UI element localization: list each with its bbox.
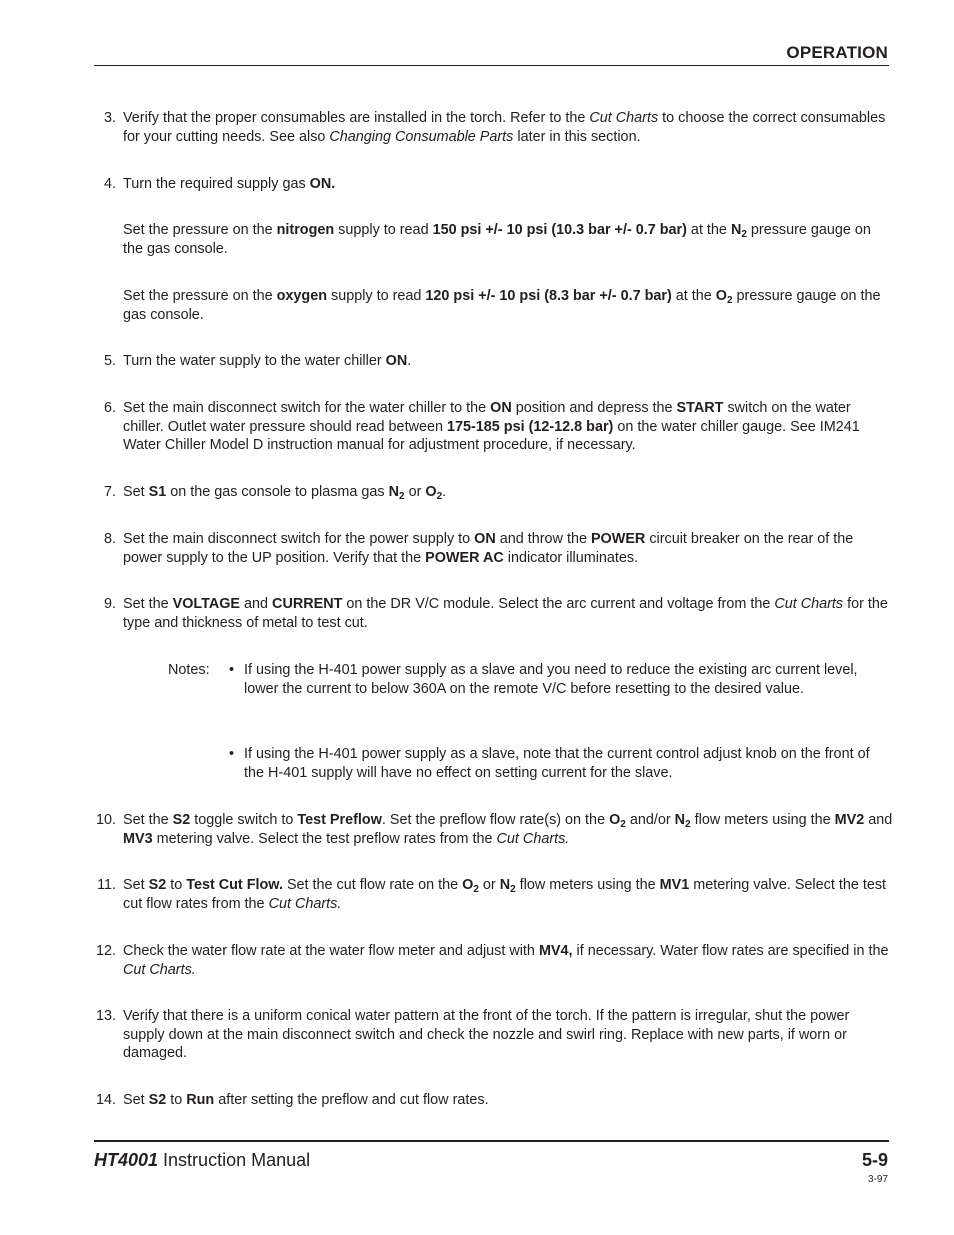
step-number: 8. — [103, 531, 116, 547]
step-text: Turn the water supply to the water chiller ON. — [123, 353, 412, 369]
nitrogen-pressure-paragraph: Set the pressure on the nitrogen supply to read 150 psi +/- 10 psi (10.3 bar +/- 0.7 bar) at the $N_2$ pressure gauge on the gas console. — [123, 222, 871, 257]
step-text: Verify that there is a uniform conical water pattern at the front of the torch. If the pattern is irregular, shut the power supply down at the main disconnect switch and check the nozzle and swirl ring. Replace with new parts, if worn or damaged. — [123, 1008, 850, 1062]
step-text: Turn the required supply gas ON. — [123, 176, 336, 192]
footer-rule — [94, 1140, 889, 1142]
bullet-icon: • — [229, 662, 235, 678]
step-number: 7. — [103, 484, 116, 500]
step-text: Verify that the proper consumables are installed in the torch. Refer to the Cut Charts to choose the correct consumables for your cutting needs. See also Changing Consumable Parts later in this section. — [123, 110, 886, 145]
note-2: If using the H-401 power supply as a slave, note that the current control adjust knob on the front of the H-401 supply will have no effect on setting current for the slave. — [244, 746, 870, 781]
page-number: 5-9 — [861, 1150, 888, 1170]
step-number: 10. — [95, 812, 116, 828]
step-text: Set the S2 toggle switch to Test Preflow. Set the preflow flow rate(s) on the $O_2$ and/or $N_2$ flow meters using the MV2 and MV3 metering valve. Select the test preflow rates from the Cut Charts. — [123, 812, 893, 847]
step-number: 9. — [103, 596, 116, 612]
model-name: HT4001 — [94, 1150, 159, 1170]
revision-date: 3-97 — [867, 1174, 888, 1185]
step-number: 4. — [103, 176, 116, 192]
step-number: 13. — [95, 1008, 116, 1024]
footer-manual-title — [94, 1150, 310, 1171]
step-number: 12. — [95, 943, 116, 959]
step-number: 6. — [103, 400, 116, 416]
step-text: Set S1 on the gas console to plasma gas $N_2$ or $O_2$. — [123, 484, 447, 502]
step-text: Set the VOLTAGE and CURRENT on the DR V/C module. Select the arc current and voltage from the Cut Charts for the type and thickness of metal to test cut. — [123, 596, 888, 631]
step-text: Set the main disconnect switch for the water chiller to the ON position and depress the START switch on the water chiller. Outlet water pressure should read between 175-185 psi (12-12.8 bar) on the water chiller gauge. See IM241 Water Chiller Model D instruction manual for adjustment procedure, if necessary. — [123, 400, 860, 454]
step-text: Set the main disconnect switch for the power supply to ON and throw the POWER circuit breaker on the rear of the power supply to the UP position. Verify that the POWER AC indicator illuminates. — [123, 531, 854, 566]
header-rule — [94, 65, 889, 66]
bullet-icon: • — [229, 746, 235, 762]
step-text: Set S2 to Run after setting the preflow and cut flow rates. — [123, 1092, 489, 1108]
step-number: 3. — [103, 110, 116, 126]
manual-label: Instruction Manual — [158, 1150, 311, 1170]
step-text: Check the water flow rate at the water flow meter and adjust with MV4, if necessary. Water flow rates are specified in the Cut Charts. — [123, 943, 889, 978]
notes-label: Notes: — [168, 662, 210, 678]
note-1: If using the H-401 power supply as a slave and you need to reduce the existing arc current level, lower the current to below 360A on the remote V/C before resetting to the desired value. — [244, 662, 858, 697]
step-number: 5. — [103, 353, 116, 369]
step-number: 11. — [97, 877, 116, 893]
section-title: OPERATION — [786, 43, 888, 62]
step-text: Set S2 to Test Cut Flow. Set the cut flow rate on the $O_2$ or $N_2$ flow meters using the MV1 metering valve. Select the test cut flow rates from the Cut Charts. — [123, 877, 887, 912]
oxygen-pressure-paragraph: Set the pressure on the oxygen supply to read 120 psi +/- 10 psi (8.3 bar +/- 0.7 bar) at the $O_2$ pressure gauge on the gas console. — [123, 288, 881, 323]
step-number: 14. — [95, 1092, 116, 1108]
